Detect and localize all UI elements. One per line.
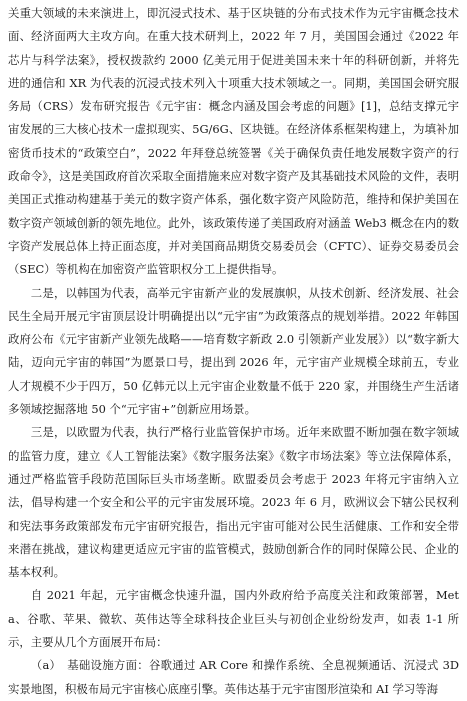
paragraph-us-policy: 关重大领域的未来演进上，即沉浸式技术、基于区块链的分布式技术作为元宇宙概念技术面、经济面两大主攻方向。在重大技术研判上，2022 年 7 月，美国国会通过《2022 年芯片与科学法案》，授权拨款约 2000 亿美元用于促进美国未来十年的科研创新，并将先进的通信和 XR 为代表的沉浸式技术列入十项重大技术领域之一。同期，美国国会研究服务局（CRS）发布研究报告《元宇宙：概念内涵及国会考虑的问题》[1]，总结支撑元宇宙发展的三大核心技术一虚拟现实、5G/6G、区块链。在经济体系框架构建上，为填补加密货币技术的“政策空白”，2022 年拜登总统签署《关于确保负责任地发展数字资产的行政命令》，这是美国政府首次采取全面措施来应对数字资产及其基础技术风险的文件，表明美国正式推动构建基于美元的数字资产体系，强化数字资产风险防范，维持和保护美国在数字资产领域创新的领先地位。此外，该政策传递了美国政府对涵盖 Web3 概念在内的数字资产发展总体上持正面态度，并对美国商品期货交易委员会（CFTC）、证券交易委员会（SEC）等机构在加密资产监管职权分工上提供指导。	[8, 6, 459, 277]
list-item-infrastructure: （a） 基础设施方面：谷歌通过 AR Core 和操作系统、全息视频通话、沉浸式 3D 实景地图，积极布局元宇宙核心底座引擎。英伟达基于元宇宙图形渲染和 AI 学习等海	[8, 658, 459, 696]
paragraph-industry-overview: 自 2021 年起，元宇宙概念快速升温，国内外政府给予高度关注和政策部署，Meta、谷歌、苹果、微软、英伟达等全球科技企业巨头与初创企业纷纷发声，如表 1-1 所示，主要从几个方面展开布局：	[8, 588, 459, 650]
paragraph-korea-policy: 二是，以韩国为代表，高举元宇宙新产业的发展旗帜，从技术创新、经济发展、社会民生全局开展元宇宙顶层设计明确提出以“元宇宙”为政策落点的规划举措。2022 年韩国政府公布《元宇宙新产业领先战略——培育数字新政 2.0 引领新产业发展》）以“数字新大陆，迈向元宇宙的韩国”为愿景口号，提出到 2026 年，元宇宙产业规模全球前五，专业人才规模不少于四万，50 亿韩元以上元宇宙企业数量不低于 220 家，并围绕生产生活诸多领域挖掘落地 50 个“元宇宙+”创新应用场景。	[8, 285, 459, 417]
paragraph-eu-policy: 三是，以欧盟为代表，执行严格行业监管保护市场。近年来欧盟不断加强在数字领域的监管力度，建立《人工智能法案》《数字服务法案》《数字市场法案》等立法保障体系，通过严格监管手段防范国际巨头市场垄断。欧盟委员会考虑于 2023 年将元宇宙纳入立法，倡导构建一个安全和公平的元宇宙发展环境。2023 年 6 月，欧洲议会下辖公民权利和宪法事务政策部发布元宇宙研究报告，指出元宇宙可能对公民生活健康、工作和安全带来潜在挑战，建议构建更适应元宇宙的监管模式，鼓励创新合作的同时保障公民、企业的基本权利。	[8, 425, 459, 580]
